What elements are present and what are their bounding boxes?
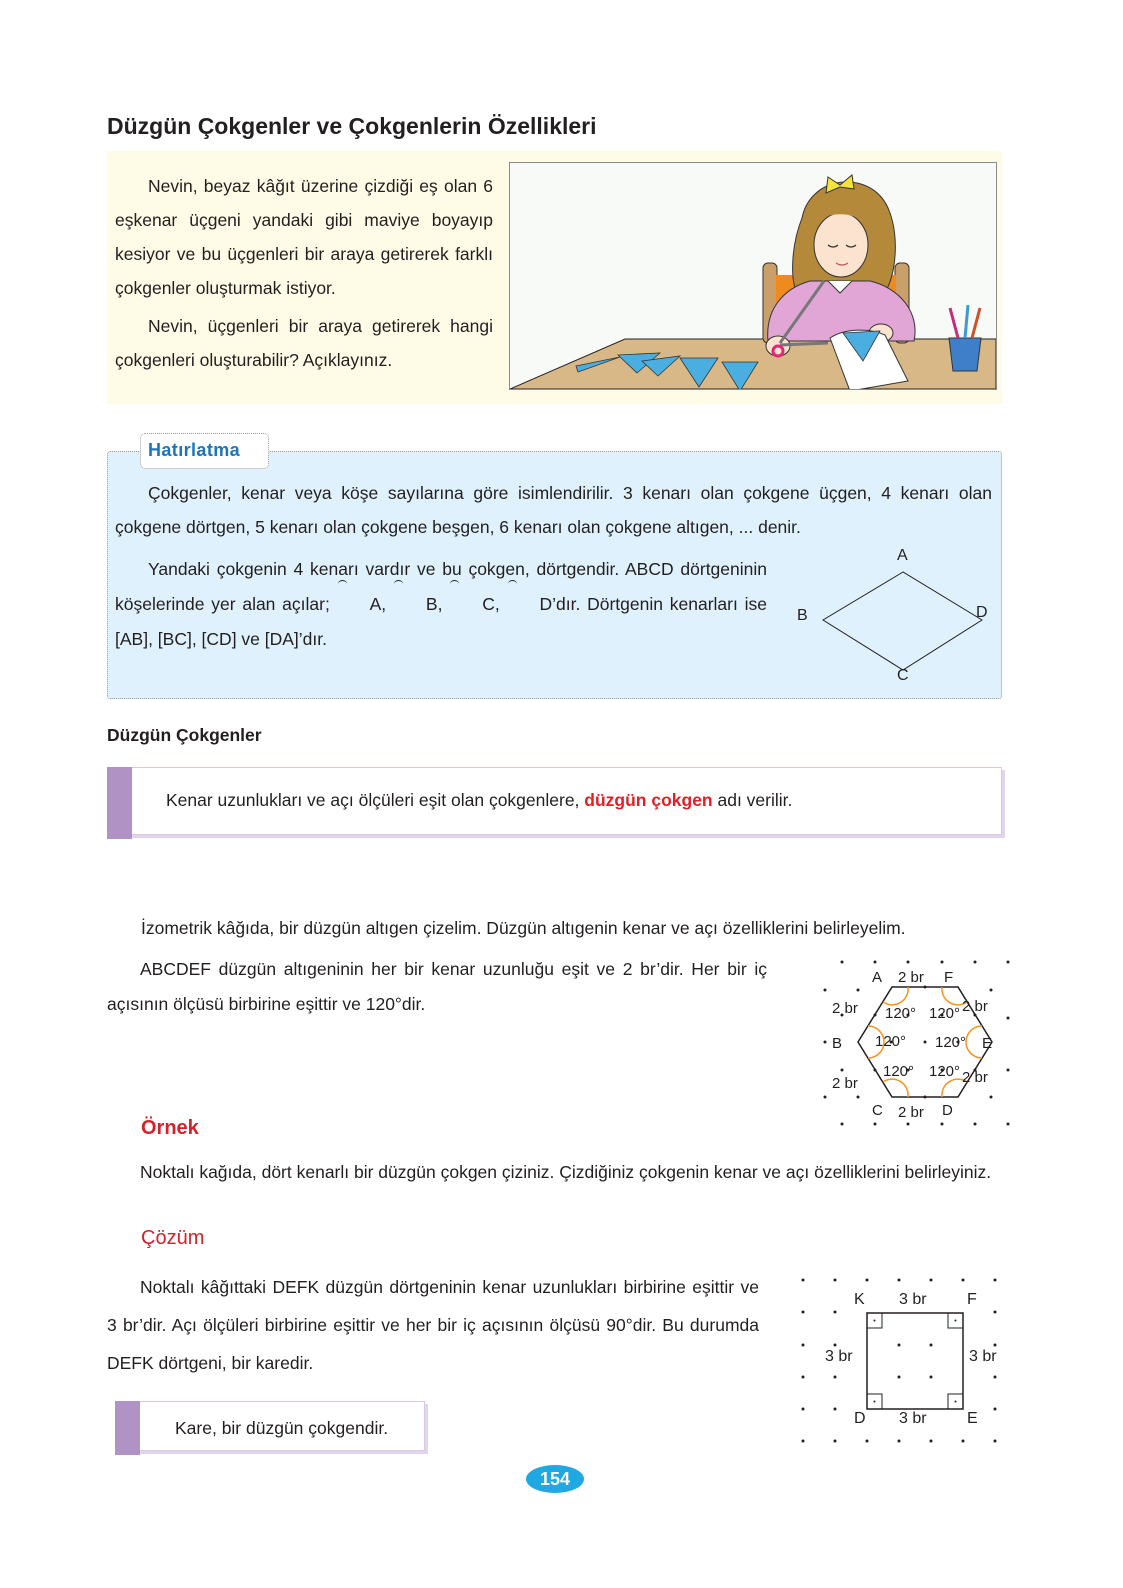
sq-side-de-label: 3 br [899,1410,927,1427]
sq-side-dk-label: 3 br [825,1348,853,1365]
hex-side-bc-label: 2 br [832,1075,858,1092]
vertex-b: B [797,607,808,624]
hex-angle-a: 120° [885,1005,917,1022]
illustration-girl-cutting-triangles [509,162,997,390]
hex-side-ed-label: 2 br [962,1069,988,1086]
vertex-c: C [897,667,909,684]
reminder-title: Hatırlatma [148,440,241,460]
example-title: Örnek [141,1117,199,1139]
sq-vertex-f: F [967,1291,977,1308]
definition-text-after: adı verilir. [712,790,793,810]
hex-vertex-e: E [982,1035,993,1052]
sq-vertex-e: E [967,1410,978,1427]
definition-text [166,784,792,816]
sq-vertex-d: D [854,1410,866,1427]
hexagon-abcdef-diagram [805,950,1010,1135]
square-defk-diagram [785,1265,1010,1450]
intro-text [115,169,493,377]
hex-side-fe-label: 2 br [962,998,988,1015]
sq-vertex-k: K [854,1291,865,1308]
angle-d: D [507,587,553,622]
angle-b: B [393,587,438,622]
isometric-paragraph-1: İzometrik kâğıda, bir düzgün altıgen çizelim. Düzgün altıgenin kenar ve açı özelliklerini belirleyelim. [141,918,906,938]
vertex-a: A [897,547,908,564]
hex-vertex-b: B [832,1035,843,1052]
hex-vertex-a: A [872,969,883,986]
hex-angle-c: 120° [883,1063,915,1080]
hex-angle-f: 120° [929,1005,961,1022]
definition-text-before: Kenar uzunlukları ve açı ölçüleri eşit olan çokgenlere, [166,790,585,810]
sq-side-kf-label: 3 br [899,1291,927,1308]
vertex-d: D [976,604,988,621]
reminder-paragraph-1: Çokgenler, kenar veya köşe sayılarına göre isimlendirilir. 3 kenarı olan çokgene üçgen, 4 kenarı olan çokgene dörtgen, 5 kenarı olan çokgene beşgen, 6 kenarı olan çokgene altıgen, ... denir. [115,483,992,537]
intro-paragraph-2: Nevin, üçgenleri bir araya getirerek hangi çokgenleri oluşturabilir? Açıklayınız. [115,316,493,370]
section-subtitle: Düzgün Çokgenler [107,725,262,745]
definition-accent-bar [107,767,132,839]
illustration-icon [510,163,996,389]
intro-box [107,151,1002,404]
hex-side-cd-label: 2 br [898,1104,924,1121]
right-angle-marks [867,1313,963,1409]
hex-vertex-f: F [944,969,954,986]
rhombus-abcd-diagram [790,545,1000,685]
hex-side-ab-label: 2 br [832,1000,858,1017]
angle-a: A [337,587,382,622]
intro-paragraph-1: Nevin, beyaz kâğıt üzerine çizdiği eş olan 6 eşkenar üçgeni yandaki gibi maviye boyayıp kesiyor ve bu üçgenleri bir araya getirerek farklı çokgenler oluşturmak istiyor. [115,176,493,298]
square-shape [867,1313,963,1409]
hex-vertex-d: D [942,1102,953,1119]
hex-angle-e: 120° [935,1034,967,1051]
example-paragraph: Noktalı kağıda, dört kenarlı bir düzgün çokgen çiziniz. Çizdiğiniz çokgenin kenar ve açı özelliklerini belirleyiniz. [140,1162,992,1182]
conclusion-text: Kare, bir düzgün çokgendir. [175,1418,389,1438]
reminder-paragraph-2: Yandaki çokgenin 4 kenarı vardır ve bu çokgen, dörtgendir. ABCD dörtgeninin köşelerinde yer alan açılar; A, B, C, D’dır. Dörtgenin kenarları ise [AB], [BC], [CD] ve [DA]’dır. [115,559,767,649]
hex-side-af-label: 2 br [898,969,924,986]
definition-highlight: düzgün çokgen [584,790,713,810]
conclusion-accent-bar [115,1401,140,1455]
isometric-paragraph-2: ABCDEF düzgün altıgeninin her bir kenar uzunluğu eşit ve 2 br’dir. Her bir iç açısının ölçüsü birbirine eşittir ve 120°dir. [107,959,767,1014]
page-number-badge: 154 [526,1465,584,1493]
reminder-text-b: ’dır. Dörtgenin kenarları ise [AB], [BC], [CD] ve [DA]’dır. [115,594,767,649]
angle-c: C [449,587,495,622]
hex-angle-b: 120° [875,1033,907,1050]
solution-title: Çözüm [141,1227,205,1249]
sq-side-ef-label: 3 br [969,1348,997,1365]
hex-vertex-c: C [872,1102,883,1119]
page-title: Düzgün Çokgenler ve Çokgenlerin Özellikleri [107,113,597,139]
hex-angle-d: 120° [929,1063,961,1080]
reminder-text-a: Yandaki çokgenin 4 kenarı vardır ve bu çokgen, dörtgendir. ABCD dörtgeninin köşelerinde yer alan açılar; [115,559,767,614]
solution-paragraph: Noktalı kâğıttaki DEFK düzgün dörtgeninin kenar uzunlukları birbirine eşittir ve 3 br’dir. Açı ölçüleri birbirine eşittir ve her bir iç açısının ölçüsü 90°dir. Bu durumda DEFK dörtgeni, bir karedir. [107,1277,759,1373]
